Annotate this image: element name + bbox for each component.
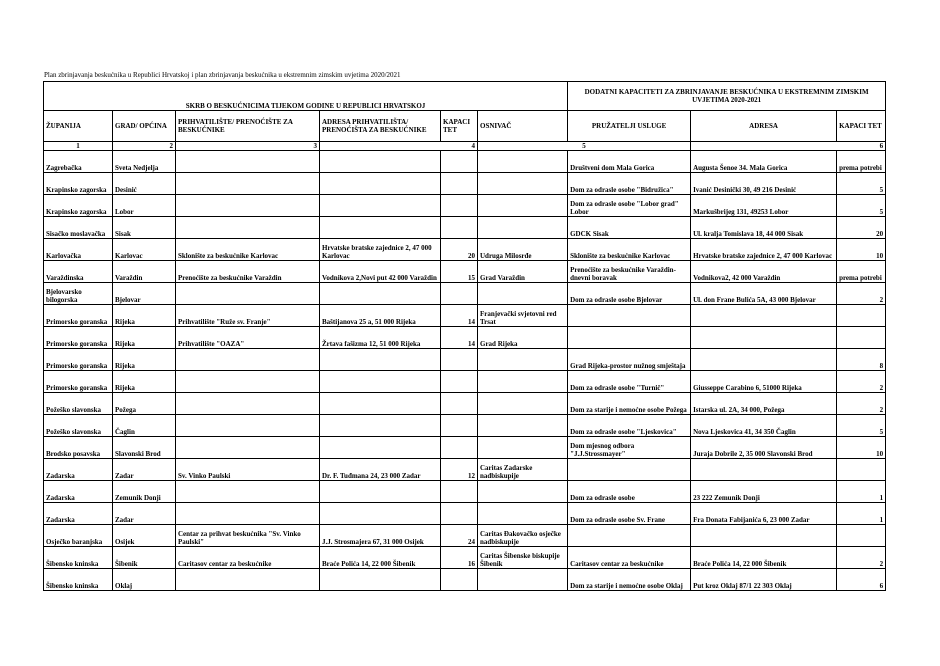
header-capacity: KAPACI TET: [441, 111, 478, 142]
header-county: ŽUPANIJA: [44, 111, 113, 142]
cell-county: Varaždinska: [44, 261, 113, 283]
table-row: [44, 195, 886, 217]
cell-provider-address: Put kroz Oklaj 87/1 22 303 Oklaj: [691, 569, 837, 591]
cell-founder: [478, 393, 568, 415]
cell-county: Zagrebačka: [44, 151, 113, 173]
cell-provider: Dom mjesnog odbora "J.J.Strossmayer": [568, 437, 691, 459]
cell-winter-capacity: 10: [837, 437, 886, 459]
header-provider-address: ADRESA: [691, 111, 837, 142]
column-number: 3: [176, 142, 320, 151]
column-number: 5: [478, 142, 691, 151]
cell-provider-address: [691, 305, 837, 327]
cell-capacity: 15: [441, 261, 478, 283]
cell-shelter-address: [320, 217, 441, 239]
cell-shelter: Prihvatilište "Ruže sv. Franje": [176, 305, 320, 327]
cell-capacity: 14: [441, 305, 478, 327]
cell-winter-capacity: prema potrebi: [837, 261, 886, 283]
cell-provider: GDCK Sisak: [568, 217, 691, 239]
cell-provider-address: Hrvatske bratske zajednice 2, 47 000 Karlovac: [691, 239, 837, 261]
column-number: 6: [691, 142, 886, 151]
cell-provider-address: Juraja Dobrile 2, 35 000 Slavonski Brod: [691, 437, 837, 459]
cell-city: Rijeka: [113, 371, 176, 393]
cell-winter-capacity: 20: [837, 217, 886, 239]
cell-provider-address: Braće Polića 14, 22 000 Šibenik: [691, 547, 837, 569]
cell-provider-address: [691, 349, 837, 371]
table-row: [44, 415, 886, 437]
cell-shelter-address: Braće Polića 14, 22 000 Šibenik: [320, 547, 441, 569]
table-row: [44, 459, 886, 481]
table-row: [44, 261, 886, 283]
cell-provider: Grad Rijeka-prostor nužnog smještaja: [568, 349, 691, 371]
cell-shelter: [176, 393, 320, 415]
cell-shelter-address: Žrtava fašizma 12, 51 000 Rijeka: [320, 327, 441, 349]
cell-county: Krapinsko zagorska: [44, 195, 113, 217]
cell-provider: Dom za odrasle osobe: [568, 481, 691, 503]
cell-capacity: [441, 393, 478, 415]
cell-city: Rijeka: [113, 349, 176, 371]
cell-county: Požeško slavonska: [44, 415, 113, 437]
cell-shelter-address: [320, 481, 441, 503]
cell-winter-capacity: 6: [837, 569, 886, 591]
cell-shelter-address: Vodnikova 2,Novi put 42 000 Varaždin: [320, 261, 441, 283]
cell-city: Varaždin: [113, 261, 176, 283]
cell-founder: [478, 195, 568, 217]
cell-provider-address: Giusseppe Carabino 6, 51000 Rijeka: [691, 371, 837, 393]
cell-shelter-address: [320, 349, 441, 371]
table-row: [44, 239, 886, 261]
cell-shelter-address: J.J. Strosmajera 67, 31 000 Osijek: [320, 525, 441, 547]
cell-provider: [568, 525, 691, 547]
cell-county: Karlovačka: [44, 239, 113, 261]
table-row: [44, 173, 886, 195]
cell-provider-address: Nova Ljeskovica 41, 34 350 Čaglin: [691, 415, 837, 437]
cell-provider-address: [691, 459, 837, 481]
cell-provider: Sklonište za beskućnike Karlovac: [568, 239, 691, 261]
cell-winter-capacity: [837, 459, 886, 481]
cell-capacity: [441, 437, 478, 459]
section-title-yearround: SKRB O BESKUĆNICIMA TIJEKOM GODINE U REPUBLICI HRVATSKOJ: [44, 82, 568, 111]
cell-shelter: [176, 481, 320, 503]
cell-provider-address: 23 222 Zemunik Donji: [691, 481, 837, 503]
cell-county: Brodsko posavska: [44, 437, 113, 459]
cell-capacity: [441, 415, 478, 437]
cell-provider-address: Ul. don Frane Bulića 5A, 43 000 Bjelovar: [691, 283, 837, 305]
cell-capacity: 20: [441, 239, 478, 261]
cell-provider: Prenoćište za beskućnike Varaždin- dnevni boravak: [568, 261, 691, 283]
cell-founder: Grad Rijeka: [478, 327, 568, 349]
cell-county: Šibensko kninska: [44, 569, 113, 591]
cell-capacity: [441, 481, 478, 503]
cell-county: Zadarska: [44, 459, 113, 481]
cell-city: Šibenik: [113, 547, 176, 569]
column-number: 1: [44, 142, 113, 151]
cell-winter-capacity: 2: [837, 371, 886, 393]
cell-capacity: 24: [441, 525, 478, 547]
cell-founder: Franjevački svjetovni red Trsat: [478, 305, 568, 327]
cell-shelter: [176, 151, 320, 173]
cell-capacity: 16: [441, 547, 478, 569]
cell-shelter-address: Baštijanova 25 a, 51 000 Rijeka: [320, 305, 441, 327]
cell-founder: [478, 481, 568, 503]
cell-county: Sisačko moslavačka: [44, 217, 113, 239]
cell-winter-capacity: 5: [837, 415, 886, 437]
cell-city: Lobor: [113, 195, 176, 217]
cell-provider: Dom za odrasle osobe "Ljeskovica": [568, 415, 691, 437]
cell-county: Osječko baranjska: [44, 525, 113, 547]
cell-provider-address: Augusta Šenoe 34. Mala Gorica: [691, 151, 837, 173]
cell-city: Požega: [113, 393, 176, 415]
document-caption: Plan zbrinjavanja beskućnika u Republici Hrvatskoj i plan zbrinjavanja beskućnika u ekstremnim zimskim uvjetima 2020/2021: [44, 71, 401, 79]
cell-provider: Caritasov centar za beskućnike: [568, 547, 691, 569]
cell-shelter-address: [320, 283, 441, 305]
column-number: 4: [320, 142, 478, 151]
cell-county: Bjelovarsko bilogorska: [44, 283, 113, 305]
cell-provider: Dom za odrasle osobe "Bidružica": [568, 173, 691, 195]
cell-city: Desinić: [113, 173, 176, 195]
cell-county: Krapinsko zagorska: [44, 173, 113, 195]
cell-provider-address: [691, 327, 837, 349]
cell-founder: [478, 503, 568, 525]
cell-provider: Društveni dom Mala Gorica: [568, 151, 691, 173]
cell-founder: [478, 415, 568, 437]
cell-city: Bjelovar: [113, 283, 176, 305]
cell-founder: [478, 151, 568, 173]
cell-capacity: [441, 569, 478, 591]
cell-shelter: [176, 371, 320, 393]
cell-county: Zadarska: [44, 481, 113, 503]
cell-winter-capacity: 2: [837, 547, 886, 569]
cell-shelter-address: [320, 503, 441, 525]
cell-provider-address: Istarska ul. 2A, 34 000, Požega: [691, 393, 837, 415]
cell-city: Sveta Nedjelja: [113, 151, 176, 173]
cell-founder: [478, 371, 568, 393]
cell-county: Primorsko goranska: [44, 349, 113, 371]
cell-capacity: [441, 349, 478, 371]
cell-provider: [568, 305, 691, 327]
cell-shelter-address: [320, 173, 441, 195]
cell-capacity: [441, 151, 478, 173]
cell-county: Primorsko goranska: [44, 371, 113, 393]
cell-shelter-address: [320, 437, 441, 459]
cell-shelter: Prihvatilište "OAZA": [176, 327, 320, 349]
cell-provider: Dom za starije i nemoćne osobe Oklaj: [568, 569, 691, 591]
table-row: [44, 349, 886, 371]
cell-winter-capacity: 1: [837, 481, 886, 503]
cell-capacity: 14: [441, 327, 478, 349]
cell-provider-address: Ul. kralja Tomislava 18, 44 000 Sisak: [691, 217, 837, 239]
cell-shelter-address: [320, 151, 441, 173]
cell-founder: [478, 283, 568, 305]
cell-shelter-address: [320, 371, 441, 393]
table-row: [44, 283, 886, 305]
cell-provider-address: Ivanić Desinički 30, 49 216 Desinić: [691, 173, 837, 195]
table-row: [44, 503, 886, 525]
cell-capacity: [441, 217, 478, 239]
cell-city: Zadar: [113, 503, 176, 525]
cell-winter-capacity: [837, 525, 886, 547]
cell-county: Primorsko goranska: [44, 327, 113, 349]
cell-provider: [568, 459, 691, 481]
cell-city: Rijeka: [113, 327, 176, 349]
cell-shelter: Sv. Vinko Paulski: [176, 459, 320, 481]
cell-shelter: Centar za prihvat beskućnika "Sv. Vinko Paulski": [176, 525, 320, 547]
cell-county: Primorsko goranska: [44, 305, 113, 327]
cell-city: Čaglin: [113, 415, 176, 437]
cell-provider: Dom za starije i nemoćne osobe Požega: [568, 393, 691, 415]
cell-shelter: [176, 349, 320, 371]
cell-capacity: [441, 283, 478, 305]
cell-county: Požeško slavonska: [44, 393, 113, 415]
cell-shelter: [176, 283, 320, 305]
cell-provider-address: [691, 525, 837, 547]
cell-city: Rijeka: [113, 305, 176, 327]
table-row: [44, 327, 886, 349]
cell-city: Slavonski Brod: [113, 437, 176, 459]
cell-shelter: [176, 217, 320, 239]
table-row: [44, 437, 886, 459]
table-row: [44, 481, 886, 503]
cell-founder: [478, 437, 568, 459]
cell-winter-capacity: [837, 305, 886, 327]
cell-shelter-address: [320, 195, 441, 217]
cell-city: Oklaj: [113, 569, 176, 591]
column-number: 2: [113, 142, 176, 151]
cell-capacity: 12: [441, 459, 478, 481]
cell-capacity: [441, 371, 478, 393]
table-row: [44, 569, 886, 591]
cell-founder: Caritas Šibenske biskupije Šibenik: [478, 547, 568, 569]
cell-shelter: [176, 503, 320, 525]
cell-provider: Dom za odrasle osobe Sv. Frane: [568, 503, 691, 525]
header-city: GRAD/ OPĆINA: [113, 111, 176, 142]
cell-winter-capacity: 1: [837, 503, 886, 525]
cell-shelter-address: Hrvatske bratske zajednice 2, 47 000 Karlovac: [320, 239, 441, 261]
section-title-winter: DODATNI KAPACITETI ZA ZBRINJAVANJE BESKUĆNIKA U EKSTREMNIM ZIMSKIM UVJETIMA 2020-2021: [568, 82, 886, 111]
cell-city: Zemunik Donji: [113, 481, 176, 503]
cell-founder: Caritas Đakovačko osječke nadbiskupije: [478, 525, 568, 547]
cell-shelter: [176, 415, 320, 437]
header-winter-capacity: KAPACI TET: [837, 111, 886, 142]
cell-shelter: [176, 173, 320, 195]
table-row: [44, 217, 886, 239]
cell-shelter-address: [320, 393, 441, 415]
cell-winter-capacity: [837, 327, 886, 349]
cell-provider: Dom za odrasle osobe Bjelovar: [568, 283, 691, 305]
header-shelter: PRIHVATILIŠTE/ PRENOĆIŠTE ZA BESKUĆNIKE: [176, 111, 320, 142]
cell-provider: Dom za odrasle osobe "Turnič": [568, 371, 691, 393]
cell-founder: Udruga Milosrđe: [478, 239, 568, 261]
cell-shelter-address: [320, 569, 441, 591]
cell-shelter: [176, 195, 320, 217]
cell-city: Osijek: [113, 525, 176, 547]
cell-provider: Dom za odrasle osobe "Lobor grad" Lobor: [568, 195, 691, 217]
cell-founder: [478, 569, 568, 591]
table-row: [44, 525, 886, 547]
cell-shelter: Prenoćište za beskućnike Varaždin: [176, 261, 320, 283]
cell-capacity: [441, 173, 478, 195]
cell-provider-address: Vodnikova2, 42 000 Varaždin: [691, 261, 837, 283]
cell-founder: [478, 173, 568, 195]
header-provider: PRUŽATELJI USLUGE: [568, 111, 691, 142]
cell-capacity: [441, 503, 478, 525]
cell-city: Karlovac: [113, 239, 176, 261]
table-row: [44, 547, 886, 569]
cell-winter-capacity: 5: [837, 195, 886, 217]
cell-city: Sisak: [113, 217, 176, 239]
table-row: [44, 371, 886, 393]
cell-shelter: [176, 437, 320, 459]
table-row: [44, 151, 886, 173]
cell-shelter-address: Dr. F. Tuđmana 24, 23 000 Zadar: [320, 459, 441, 481]
table-row: [44, 393, 886, 415]
cell-shelter: Caritasov centar za beskućnike: [176, 547, 320, 569]
header-founder: OSNIVAČ: [478, 111, 568, 142]
header-shelter-address: ADRESA PRIHVATILIŠTA/ PRENOĆIŠTA ZA BESKUĆNIKE: [320, 111, 441, 142]
cell-shelter: Sklonište za beskućnike Karlovac: [176, 239, 320, 261]
cell-provider: [568, 327, 691, 349]
cell-shelter-address: [320, 415, 441, 437]
cell-winter-capacity: 10: [837, 239, 886, 261]
cell-founder: [478, 217, 568, 239]
cell-winter-capacity: 5: [837, 173, 886, 195]
table-row: [44, 305, 886, 327]
cell-founder: Grad Varaždin: [478, 261, 568, 283]
cell-county: Šibensko kninska: [44, 547, 113, 569]
cell-county: Zadarska: [44, 503, 113, 525]
cell-shelter: [176, 569, 320, 591]
cell-winter-capacity: prema potrebi: [837, 151, 886, 173]
cell-founder: [478, 349, 568, 371]
cell-capacity: [441, 195, 478, 217]
shelter-table: [43, 81, 886, 591]
cell-provider-address: Fra Donata Fabijanića 6, 23 000 Zadar: [691, 503, 837, 525]
cell-winter-capacity: 2: [837, 393, 886, 415]
cell-winter-capacity: 2: [837, 283, 886, 305]
cell-provider-address: Markušbrijeg 131, 49253 Lobor: [691, 195, 837, 217]
cell-winter-capacity: 8: [837, 349, 886, 371]
cell-city: Zadar: [113, 459, 176, 481]
cell-founder: Caritas Zadarske nadbiskupije: [478, 459, 568, 481]
